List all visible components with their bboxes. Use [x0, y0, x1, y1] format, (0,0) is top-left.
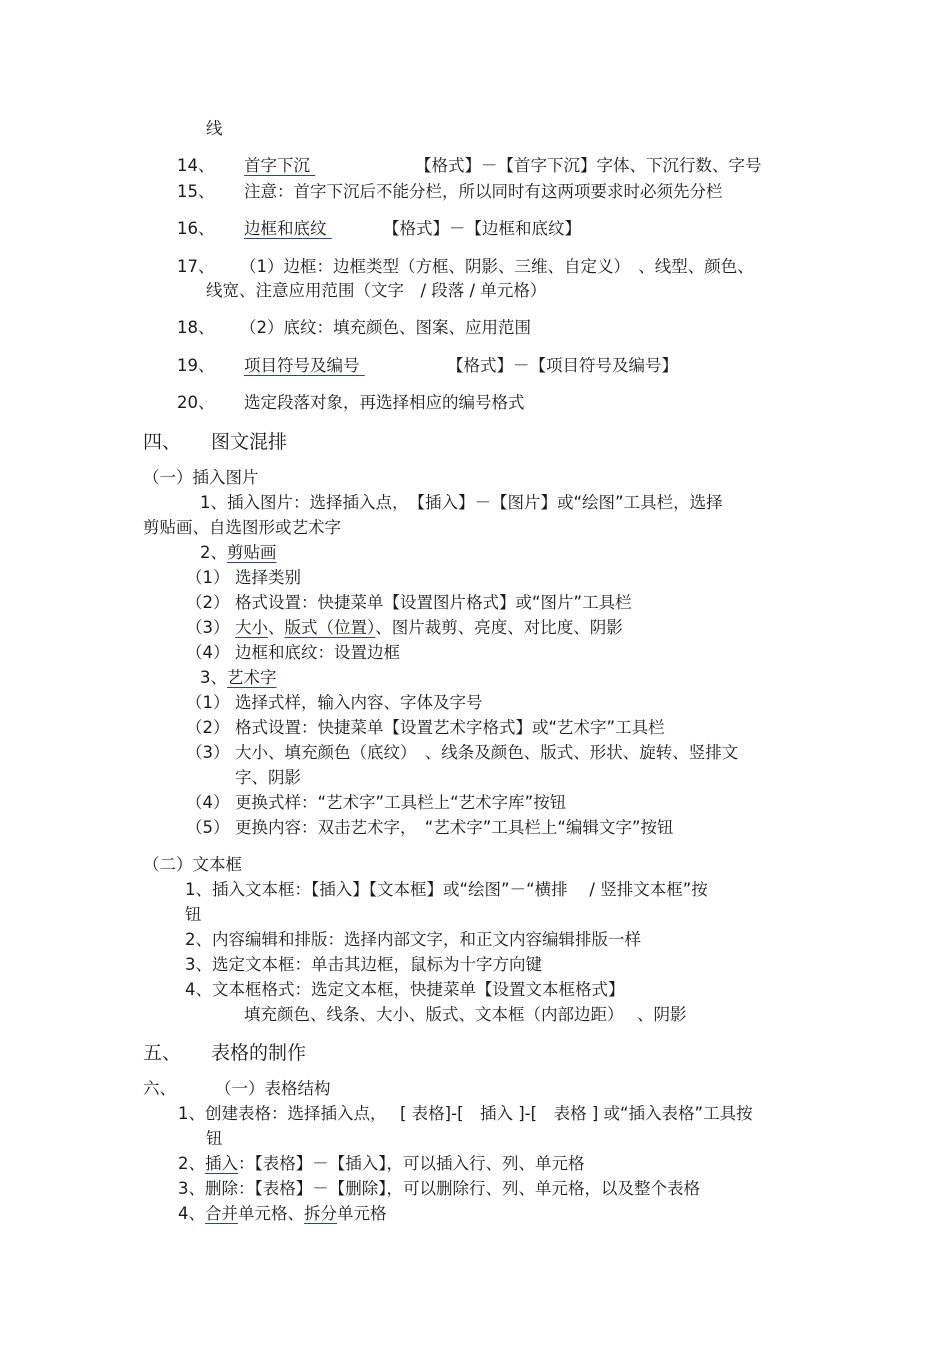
subsection-insert-picture: （一）插入图片	[143, 468, 259, 487]
textbox-item-1-cont: 钮	[185, 905, 202, 924]
list-text-14: 【格式】－【首字下沉】字体、下沉行数、字号	[415, 156, 762, 175]
line-continuation	[206, 121, 223, 138]
textbox-item-1: 1、插入文本框：【插入】【文本框】或“绘图”－“横排 / 竖排文本框”按	[185, 880, 708, 899]
subsection-table-structure: （一）表格结构	[215, 1079, 331, 1098]
link-border-shading[interactable]	[244, 221, 333, 238]
wordart-item-2-num: （2）	[186, 718, 230, 737]
clipart-num: 2、	[200, 543, 227, 562]
wordart-item-5: 更换内容：双击艺术字， “艺术字”工具栏上“编辑文字”按钮	[235, 818, 674, 837]
section-4-title: 图文混排	[211, 431, 288, 453]
list-num-16: 16、	[177, 219, 215, 238]
subsection-textbox: （二）文本框	[143, 855, 242, 874]
table-item-2-num: 2、	[178, 1154, 205, 1173]
list-num-15: 15、	[177, 182, 215, 201]
link-wordart[interactable]: 艺术字	[227, 668, 277, 687]
list-text-19: 【格式】－【项目符号及编号】	[447, 356, 678, 375]
section-6-number: 六、	[143, 1079, 176, 1098]
list-text-17b: 线宽、注意应用范围（文字 / 段落 / 单元格）	[206, 281, 547, 300]
clipart-item-1-num: （1）	[186, 568, 230, 587]
textbox-item-4: 4、文本框格式：选定文本框，快捷菜单【设置文本框格式】	[185, 980, 625, 999]
textbox-item-4-detail: 填充颜色、线条、大小、版式、文本框（内部边距） 、阴影	[244, 1005, 687, 1024]
link-clipart[interactable]: 剪贴画	[227, 543, 277, 562]
list-num-18: 18、	[177, 318, 215, 337]
wordart-item-1: 选择式样，输入内容、字体及字号	[235, 693, 483, 712]
link-dropcap[interactable]	[244, 158, 316, 175]
table-item-4-mid: 单元格、	[238, 1204, 304, 1223]
wordart-item-1-num: （1）	[186, 693, 230, 712]
clipart-item-3	[235, 620, 623, 637]
wordart-item-5-num: （5）	[186, 818, 230, 837]
clipart-item-3-rest: 、图片裁剪、亮度、对比度、阴影	[375, 618, 623, 637]
list-text-15: 注意：首字下沉后不能分栏，所以同时有这两项要求时必须先分栏	[244, 182, 723, 201]
list-text-16: 【格式】－【边框和底纹】	[383, 219, 581, 238]
table-item-1-cont: 钮	[206, 1129, 223, 1148]
table-item-2	[178, 1156, 585, 1173]
clipart-item-2-num: （2）	[186, 593, 230, 612]
line-text: 线	[206, 119, 223, 138]
list-num-14: 14、	[177, 156, 215, 175]
clipart-item-4: 边框和底纹：设置边框	[235, 643, 400, 662]
table-item-3: 3、删除：【表格】－【删除】，可以删除行、列、单元格，以及整个表格	[178, 1179, 700, 1198]
wordart-item-2: 格式设置：快捷菜单【设置艺术字格式】或“艺术字”工具栏	[235, 718, 665, 737]
section-5-title: 表格的制作	[211, 1042, 307, 1064]
clipart-item-1: 选择类别	[235, 568, 301, 587]
list-num-20: 20、	[177, 393, 215, 412]
textbox-item-3: 3、选定文本框：单击其边框，鼠标为十字方向键	[185, 955, 542, 974]
wordart-num: 3、	[200, 668, 227, 687]
section-5-number: 五、	[143, 1042, 182, 1064]
link-bullets-numbering[interactable]	[244, 358, 366, 375]
wordart-item-3-cont: 字、阴影	[235, 768, 301, 787]
link-dropcap-label[interactable]: 首字下沉	[244, 156, 310, 175]
wordart-item-3: 大小、填充颜色（底纹） 、线条及颜色、版式、形状、旋转、竖排文	[235, 743, 739, 762]
clipart-item-3-num: （3）	[186, 618, 230, 637]
clipart-heading	[200, 545, 277, 562]
wordart-item-4: 更换式样：“艺术字”工具栏上“艺术字库”按钮	[235, 793, 567, 812]
link-merge[interactable]: 合并	[205, 1204, 238, 1223]
table-item-4	[178, 1206, 387, 1223]
link-size[interactable]: 大小	[235, 618, 268, 637]
separator: 、	[268, 618, 285, 637]
list-text-17: （1）边框：边框类型（方框、阴影、三维、自定义） 、线型、颜色、	[240, 257, 754, 276]
list-num-17: 17、	[177, 257, 215, 276]
clipart-item-2: 格式设置：快捷菜单【设置图片格式】或“图片”工具栏	[235, 593, 632, 612]
list-text-20: 选定段落对象，再选择相应的编号格式	[244, 393, 525, 412]
wordart-item-4-num: （4）	[186, 793, 230, 812]
clipart-item-4-num: （4）	[186, 643, 230, 662]
link-insert[interactable]: 插入	[205, 1154, 238, 1173]
list-num-19: 19、	[177, 356, 215, 375]
wordart-item-3-num: （3）	[186, 743, 230, 762]
table-item-1: 1、创建表格：选择插入点， [ 表格]-[ 插入 ]-[ 表格 ] 或“插入表格”工具按	[178, 1104, 753, 1123]
list-text-18: （2）底纹：填充颜色、图案、应用范围	[240, 318, 531, 337]
para-insert-picture: 1、插入图片：选择插入点， 【插入】－【图片】或“绘图”工具栏，选择	[200, 493, 723, 512]
textbox-item-2: 2、内容编辑和排版：选择内部文字，和正文内容编辑排版一样	[185, 930, 641, 949]
section-4-number: 四、	[143, 431, 182, 453]
table-item-4-rest: 单元格	[337, 1204, 387, 1223]
table-item-4-num: 4、	[178, 1204, 205, 1223]
link-layout-position[interactable]: 版式（位置）	[284, 618, 376, 637]
link-split[interactable]: 拆分	[304, 1204, 337, 1223]
link-bullets-numbering-label[interactable]: 项目符号及编号	[244, 356, 360, 375]
wordart-heading	[200, 670, 277, 687]
link-border-shading-label[interactable]: 边框和底纹	[244, 219, 327, 238]
table-item-2-rest: ：【表格】－【插入】，可以插入行、列、单元格	[238, 1154, 585, 1173]
para-insert-picture-cont: 剪贴画、自选图形或艺术字	[143, 518, 341, 537]
